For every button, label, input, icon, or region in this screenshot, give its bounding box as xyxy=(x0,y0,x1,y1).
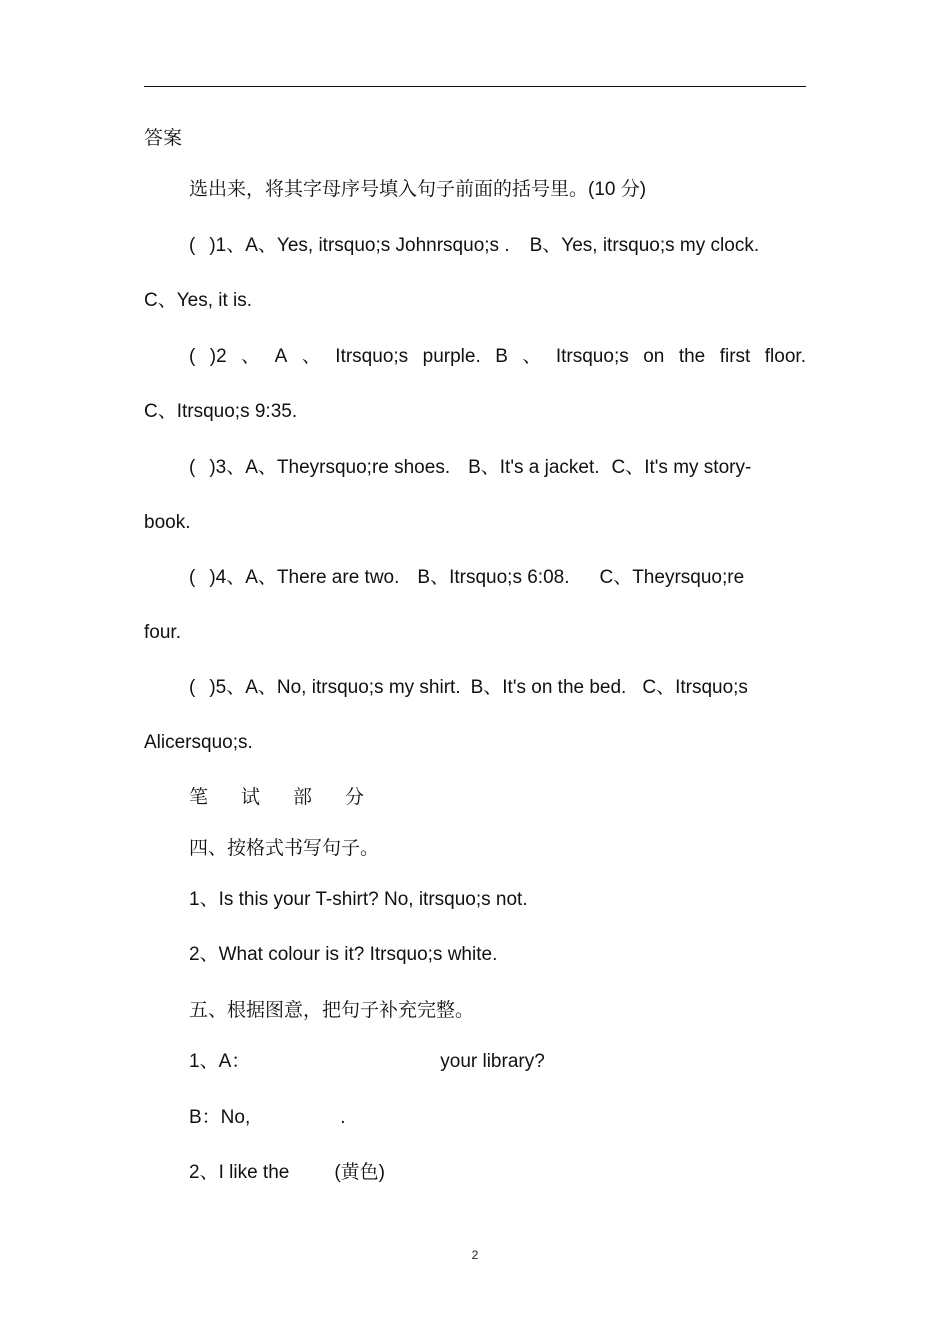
word: Itrsquo;s xyxy=(335,346,409,367)
heading-char: 部 xyxy=(293,787,313,808)
instruction-text: 选出来，将其字母序号填入句子前面的括号里。(10 分) xyxy=(189,179,647,200)
question-4-option-b: B、Itrsquo;s 6:08. xyxy=(417,567,570,588)
answer-bracket: ( xyxy=(189,677,196,698)
question-3-option-c: C、It's my story- xyxy=(611,457,752,478)
question-5-option-a: )5、A、No, itrsquo;s my shirt. xyxy=(209,677,461,698)
section-5-title: 五、根据图意，把句子补充完整。 xyxy=(189,1000,475,1021)
answer-bracket: ( xyxy=(189,457,196,478)
q1-b-suffix: . xyxy=(340,1107,346,1128)
option-letter: A xyxy=(274,346,288,367)
question-5-option-c: C、Itrsquo;s xyxy=(642,677,748,698)
heading-char: 分 xyxy=(345,787,365,808)
word: on xyxy=(643,346,665,367)
separator: 、 xyxy=(522,346,542,367)
separator: 、 xyxy=(241,346,261,367)
written-section-heading xyxy=(189,785,806,811)
question-2-line-1 xyxy=(189,344,806,370)
q2-hint: (黄色) xyxy=(334,1162,385,1183)
question-1-line-2: C、Yes, it is. xyxy=(144,290,253,311)
word: Itrsquo;s xyxy=(555,346,629,367)
question-3-option-b: B、It's a jacket. xyxy=(468,457,600,478)
question-number: )2 xyxy=(209,346,227,367)
question-3-option-a: )3、A、Theyrsquo;re shoes. xyxy=(209,457,451,478)
heading-char: 笔 xyxy=(189,787,209,808)
word: first xyxy=(719,346,751,367)
answer-bracket: ( xyxy=(189,567,196,588)
question-3-line-1 xyxy=(189,455,806,481)
header-rule xyxy=(144,86,806,87)
section-4-title: 四、按格式书写句子。 xyxy=(189,838,380,859)
answer-bracket: ( xyxy=(189,235,196,256)
question-1-line-1 xyxy=(189,233,806,259)
question-2-line-2: C、Itrsquo;s 9:35. xyxy=(144,401,298,422)
question-5-option-b: B、It's on the bed. xyxy=(470,677,627,698)
word: floor. xyxy=(764,346,806,367)
question-4-line-1 xyxy=(189,565,806,591)
question-5-line-2: Alicersquo;s. xyxy=(144,732,253,753)
heading-char: 试 xyxy=(241,787,261,808)
question-5-line-1 xyxy=(189,675,806,701)
separator: 、 xyxy=(301,346,321,367)
word: purple. xyxy=(422,346,481,367)
section-4-item-1: 1、Is this your T-shirt? No, itrsquo;s not. xyxy=(189,889,528,910)
option-letter: B xyxy=(495,346,508,367)
q2-prefix: 2、I like the xyxy=(189,1162,290,1183)
answer-title: 答案 xyxy=(144,128,183,149)
answer-bracket: ( xyxy=(189,346,196,367)
question-4-option-c: C、Theyrsquo;re xyxy=(599,567,745,588)
section-5-q2 xyxy=(189,1160,806,1186)
page-number: 2 xyxy=(471,1248,479,1262)
section-4-item-2: 2、What colour is it? Itrsquo;s white. xyxy=(189,944,498,965)
q1-b-prefix: B：No, xyxy=(189,1107,251,1128)
word: the xyxy=(678,346,706,367)
section-5-q1-b xyxy=(189,1105,806,1131)
q1-a-prefix: 1、A： xyxy=(189,1051,251,1072)
question-1-option-a: )1、A、Yes, itrsquo;s Johnrsquo;s . xyxy=(209,235,510,256)
question-4-line-2: four. xyxy=(144,622,181,643)
question-1-option-b: B、Yes, itrsquo;s my clock. xyxy=(529,235,760,256)
section-5-q1-a xyxy=(189,1049,806,1075)
q1-a-suffix: your library? xyxy=(440,1051,545,1072)
question-4-option-a: )4、A、There are two. xyxy=(209,567,400,588)
question-3-line-2: book. xyxy=(144,512,191,533)
